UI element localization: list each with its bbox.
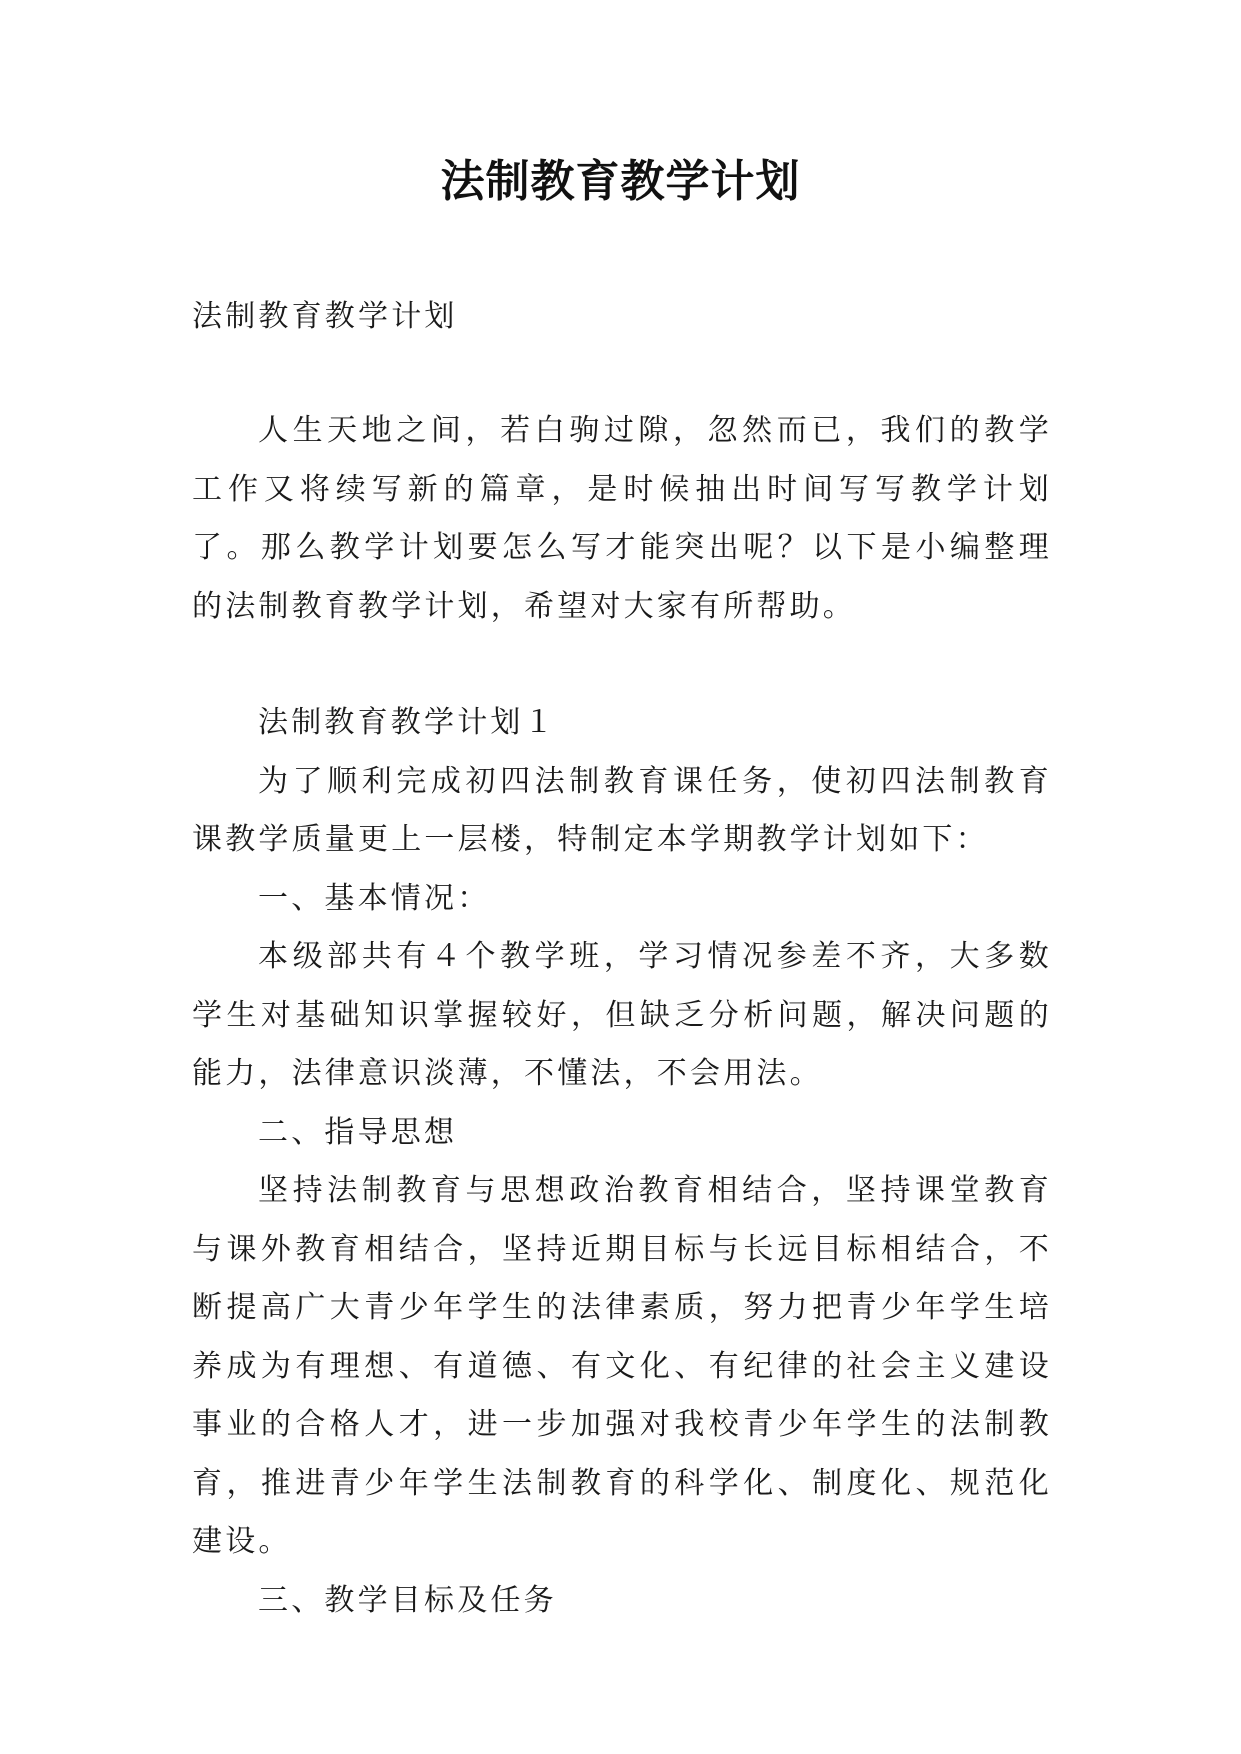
subtitle-text: 法制教育教学计划 [192,299,458,334]
document-title: 法制教育教学计划 [440,156,801,207]
intro-paragraph: 人生天地之间，若白驹过隙，忽然而已，我们的教学工作又将续写新的篇章，是时候抽出时间写写教学计划了。那么教学计划要怎么写才能突出呢？以下是小编整理的法制教育教学计划，希望对大家有所帮助。 [192,413,1052,624]
paragraph-guiding-ideology: 坚持法制教育与思想政治教育相结合，坚持课堂教育与课外教育相结合，坚持近期目标与长远目标相结合，不断提高广大青少年学生的法律素质，努力把青少年学生培养成为有理想、有道德、有文化、有纪律的社会主义建设事业的合格人才，进一步加强对我校青少年学生的法制教育，推进青少年学生法制教育的科学化、制度化、规范化建设。 [192,1173,1052,1559]
main-content [192,694,1052,1630]
heading-basic-situation: 一、基本情况： [258,880,491,916]
heading-guiding-ideology: 二、指导思想 [258,1114,458,1150]
document-subtitle [192,288,1052,347]
heading-teaching-goals: 三、教学目标及任务 [258,1582,557,1618]
section-paragraph-plan-1: 为了顺利完成初四法制教育课任务，使初四法制教育课教学质量更上一层楼，特制定本学期教学计划如下： [192,763,1052,857]
intro-block [192,402,1052,636]
section-heading-plan-1: 法制教育教学计划１ [258,705,557,740]
paragraph-basic-situation: 本级部共有４个教学班，学习情况参差不齐，大多数学生对基础知识掌握较好，但缺乏分析问题，解决问题的能力，法律意识淡薄，不懂法，不会用法。 [192,939,1052,1091]
